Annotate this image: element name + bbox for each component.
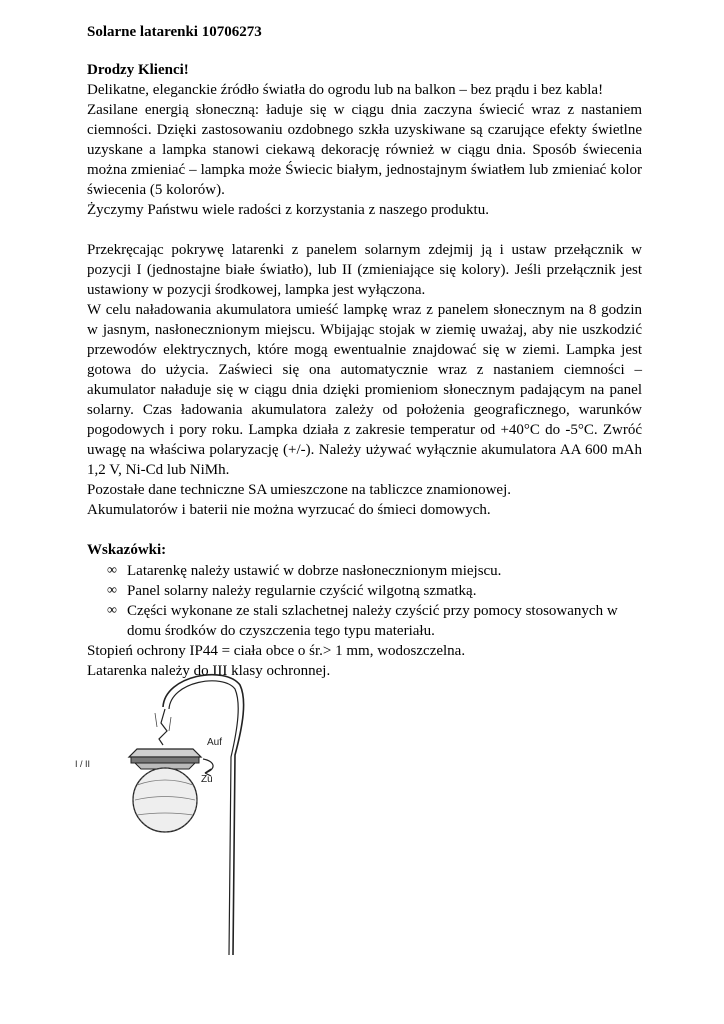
intro-wishes: Życzymy Państwu wiele radości z korzystania z naszego produktu.	[87, 202, 489, 218]
charging-instructions: W celu naładowania akumulatora umieść lampkę wraz z panelem słonecznym na 8 godzin w jasnym, nasłonecznionym miejscu. Wbijając stojak w ziemię uważaj, aby nie uszkodzić przewodów elektrycznych, które mogą ewentualnie znajdować się w ziemi. Lampka jest gotowa do użycia. Zaświeci się ona automatycznie wraz z nastaniem ciemności – akumulator naładuje się w ciągu dnia dzięki promieniom słonecznym padającym na panel solarny. Czas ładowania akumulatora zależy od położenia geograficznego, warunków pogodowych i pory roku. Lampka działa z zakresie temperatur od +40°C do -5°C. Zwróć uwagę na właściwa polaryzację (+/-). Należy używać wyłącznie akumulatora AA 600 mAh 1,2 V, Ni-Cd lub NiMh.	[87, 302, 642, 478]
lantern-illustration	[75, 665, 275, 965]
hint-item: ∞ Latarenkę należy ustawić w dobrze nasłonecznionym miejscu.	[107, 563, 502, 579]
protection-class: Latarenka należy do III klasy ochronnej.	[87, 663, 331, 679]
infinity-bullet-icon: ∞	[107, 583, 117, 598]
infinity-bullet-icon: ∞	[107, 563, 117, 578]
technical-data-note: Pozostałe dane techniczne SA umieszczone na tabliczce znamionowej.	[87, 482, 511, 498]
intro-line-1: Delikatne, eleganckie źródło światła do ogrodu lub na balkon – bez prądu i bez kabla!	[87, 82, 604, 98]
infinity-bullet-icon: ∞	[107, 603, 117, 618]
hint-item: ∞ Części wykonane ze stali szlachetnej należy czyścić przy pomocy stosowanych w domu środków do czyszczenia tego typu materiału.	[107, 603, 618, 639]
protection-rating: Stopień ochrony IP44 = ciała obce o śr.> 1 mm, wodoszczelna.	[87, 643, 466, 659]
document-page	[87, 22, 642, 681]
hints-list	[87, 561, 642, 641]
switch-label: I / II	[75, 759, 91, 769]
intro-paragraph: Zasilane energią słoneczną: ładuje się w ciągu dnia zaczyna świecić wraz z nastaniem ciemności. Dzięki zastosowaniu ozdobnego szkła uzyskiwane są czarujące efekty świetlne uzyskane a lampka stanowi ciekawą dekorację również w ciągu dnia. Sposób świecenia można zmieniać – lampka może Świecic białym, jednostajnym światłem lub zmieniać kolor świecenia (5 kolorów).	[87, 102, 642, 198]
hints-heading: Wskazówki:	[87, 542, 167, 558]
close-label: Zu	[201, 774, 213, 785]
greeting: Drodzy Klienci!	[87, 62, 189, 78]
hint-item: ∞ Panel solarny należy regularnie czyścić wilgotną szmatką.	[107, 583, 477, 599]
switch-instructions: Przekręcając pokrywę latarenki z panelem solarnym zdejmij ją i ustaw przełącznik w pozycji I (jednostajne białe światło), lub II (zmieniające się kolory). Jeśli przełącznik jest ustawiony w pozycji środkowej, lampka jest wyłączona.	[87, 242, 642, 298]
document-title: Solarne latarenki 10706273	[87, 24, 262, 40]
battery-disposal-note: Akumulatorów i baterii nie można wyrzucać do śmieci domowych.	[87, 502, 491, 518]
open-label: Auf	[207, 737, 223, 748]
